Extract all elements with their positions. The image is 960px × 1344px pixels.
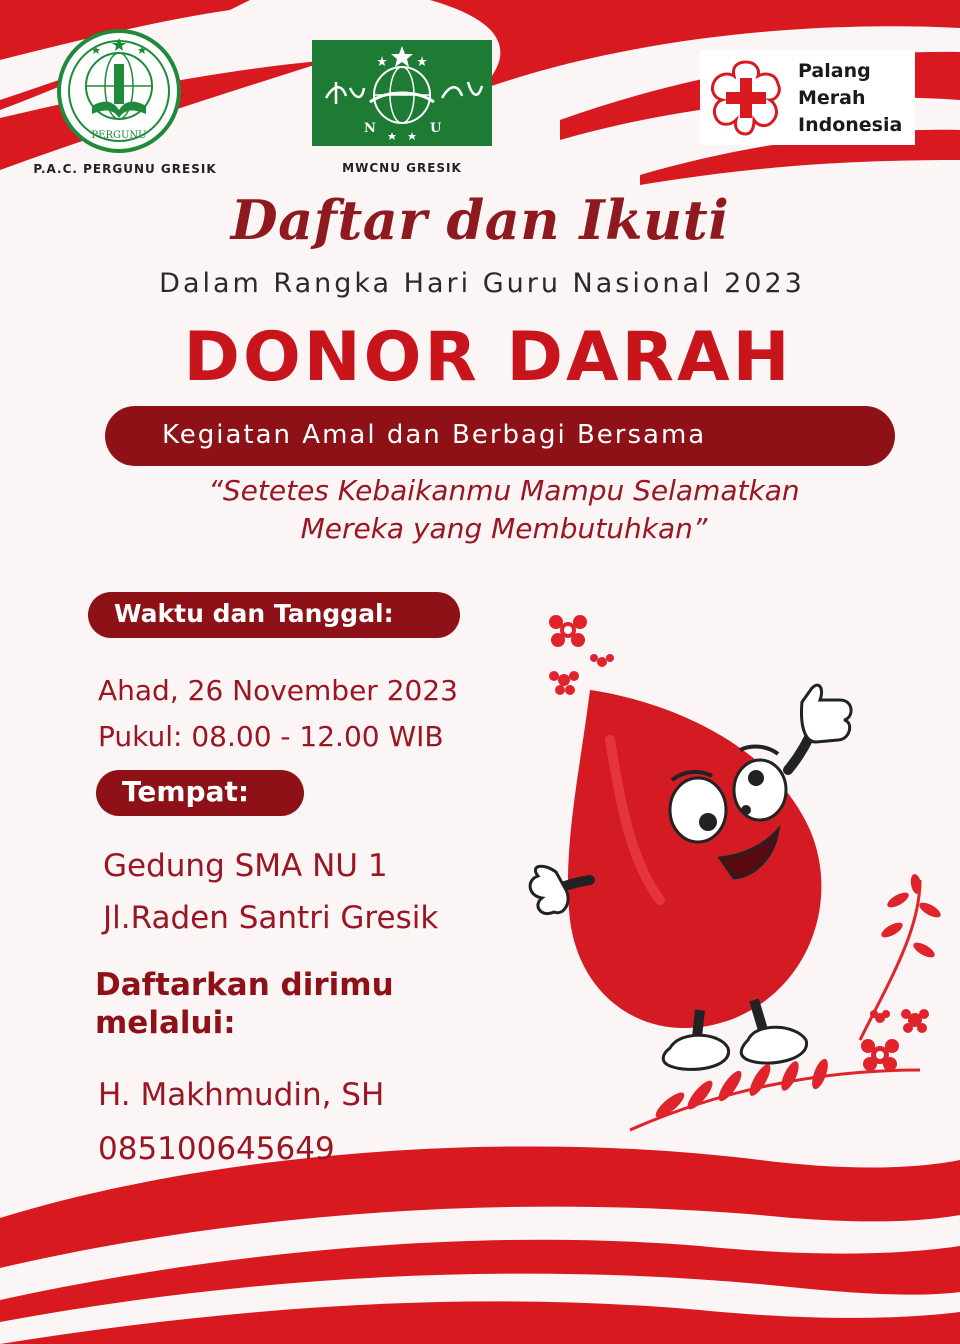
nu-caption: MWCNU GRESIK <box>342 161 462 175</box>
quote <box>0 472 960 548</box>
blood-drop-mascot-icon <box>520 600 960 1140</box>
script-title: Daftar dan Ikuti <box>230 188 730 252</box>
pmi-line-3: Indonesia <box>798 114 903 136</box>
nu-logo <box>312 40 492 146</box>
quote-line-2: Mereka yang Membutuhkan” <box>300 512 708 545</box>
registration-heading-line-1: Daftarkan dirimu <box>95 967 394 1003</box>
tagline-banner: Kegiatan Amal dan Berbagi Bersama <box>105 406 895 466</box>
quote-line-1: “Setetes Kebaikanmu Mampu Selamatkan <box>208 474 800 507</box>
pergunu-ring-text: PERGUNU <box>91 130 147 141</box>
schedule-details <box>98 668 458 760</box>
flower-icon <box>860 873 943 1071</box>
contact-info <box>98 1068 384 1176</box>
red-cross-icon <box>706 58 786 138</box>
main-title: DONOR DARAH <box>183 318 793 397</box>
schedule-label: Waktu dan Tanggal: <box>88 592 460 638</box>
pmi-logo <box>700 50 915 145</box>
pergunu-logo <box>56 28 182 154</box>
pergunu-caption: P.A.C. PERGUNU GRESIK <box>33 162 217 176</box>
contact-phone[interactable]: 085100645649 <box>98 1131 335 1167</box>
nu-letter-n: N <box>364 121 376 136</box>
nu-globe-icon <box>312 40 492 146</box>
pmi-line-2: Merah <box>798 87 866 109</box>
venue-label: Tempat: <box>96 770 304 816</box>
venue-details <box>103 840 438 944</box>
event-subtitle: Dalam Rangka Hari Guru Nasional 2023 <box>159 268 805 299</box>
event-date: Ahad, 26 November 2023 <box>98 674 458 707</box>
pmi-line-1: Palang <box>798 60 871 82</box>
flower-icon <box>549 615 614 695</box>
registration-heading <box>95 966 394 1042</box>
registration-heading-line-2: melalui: <box>95 1005 236 1041</box>
event-time: Pukul: 08.00 - 12.00 WIB <box>98 720 444 753</box>
contact-name: H. Makhmudin, SH <box>98 1077 385 1113</box>
nu-letter-u: U <box>430 121 442 136</box>
venue-building: Gedung SMA NU 1 <box>103 848 388 884</box>
venue-address: Jl.Raden Santri Gresik <box>103 900 439 936</box>
